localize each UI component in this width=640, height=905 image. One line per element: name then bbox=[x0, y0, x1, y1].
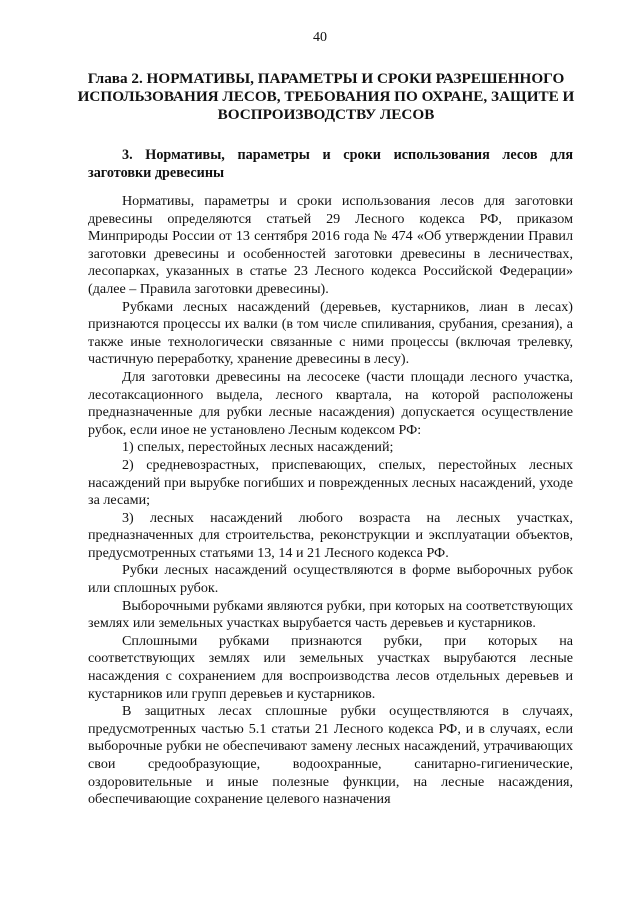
body-text bbox=[88, 193, 573, 809]
paragraph: Сплошными рубками признаются рубки, при которых на соответствующих землях или земельных участках вырубаются лесные насаждения с сохранением для воспроизводства лесов отдельных деревьев и кустарников или групп деревьев и кустарников. bbox=[88, 632, 573, 702]
list-item: 2) средневозрастных, приспевающих, спелых, перестойных лесных насаждений при вырубке погибших и поврежденных лесных насаждений, уходе за лесами; bbox=[88, 456, 573, 509]
paragraph: Для заготовки древесины на лесосеке (части площади лесного участка, лесотаксационного выдела, лесного квартала, на которой расположены предназначенные для рубки лесные насаждения) допускается осуществление рубок, если иное не установлено Лесным кодексом РФ: bbox=[88, 368, 573, 438]
paragraph: Рубками лесных насаждений (деревьев, кустарников, лиан в лесах) признаются процессы их валки (в том числе спиливания, срубания, срезания), а также иные технологически связанные с ними процессы (включая трелевку, частичную переработку, хранение древесины в лесу). bbox=[88, 298, 573, 368]
paragraph: В защитных лесах сплошные рубки осуществляются в случаях, предусмотренных частью 5.1 статьи 21 Лесного кодекса РФ, и в случаях, если выборочные рубки не обеспечивают замену лесных насаждений, утрачивающих свои средообразующие, водоохранные, санитарно-гигиенические, оздоровительные и иные полезные функции, на лесные насаждения, обеспечивающие сохранение целевого назначения bbox=[88, 703, 573, 808]
list-item: 1) спелых, перестойных лесных насаждений; bbox=[122, 439, 394, 456]
section-title-text: 3. Нормативы, параметры и сроки использования лесов для заготовки древесины bbox=[88, 147, 573, 181]
paragraph: Нормативы, параметры и сроки использования лесов для заготовки древесины определяются статьей 29 Лесного кодекса РФ, приказом Минприроды России от 13 сентября 2016 года № 474 «Об утверждении Правил заготовки древесины и особенностей заготовки древесины в лесничествах, лесопарках, указанных в статье 23 Лесного кодекса Российской Федерации» (далее – Правила заготовки древесины). bbox=[88, 193, 573, 297]
list-item: 3) лесных насаждений любого возраста на лесных участках, предназначенных для строительства, реконструкции и эксплуатации объектов, предусмотренных статьями 13, 14 и 21 Лесного кодекса РФ. bbox=[88, 509, 573, 561]
section-title bbox=[88, 146, 573, 182]
page-number: 40 bbox=[313, 30, 327, 45]
chapter-title: Глава 2. НОРМАТИВЫ, ПАРАМЕТРЫ И СРОКИ РАЗРЕШЕННОГО ИСПОЛЬЗОВАНИЯ ЛЕСОВ, ТРЕБОВАНИЯ ПО ОХРАНЕ, ЗАЩИТЕ И ВОСПРОИЗВОДСТВУ ЛЕСОВ bbox=[77, 70, 575, 123]
paragraph: Рубки лесных насаждений осуществляются в форме выборочных рубок или сплошных рубок. bbox=[88, 562, 573, 597]
paragraph: Выборочными рубками являются рубки, при которых на соответствующих землях или земельных участках вырубается часть деревьев и кустарников. bbox=[88, 597, 573, 632]
